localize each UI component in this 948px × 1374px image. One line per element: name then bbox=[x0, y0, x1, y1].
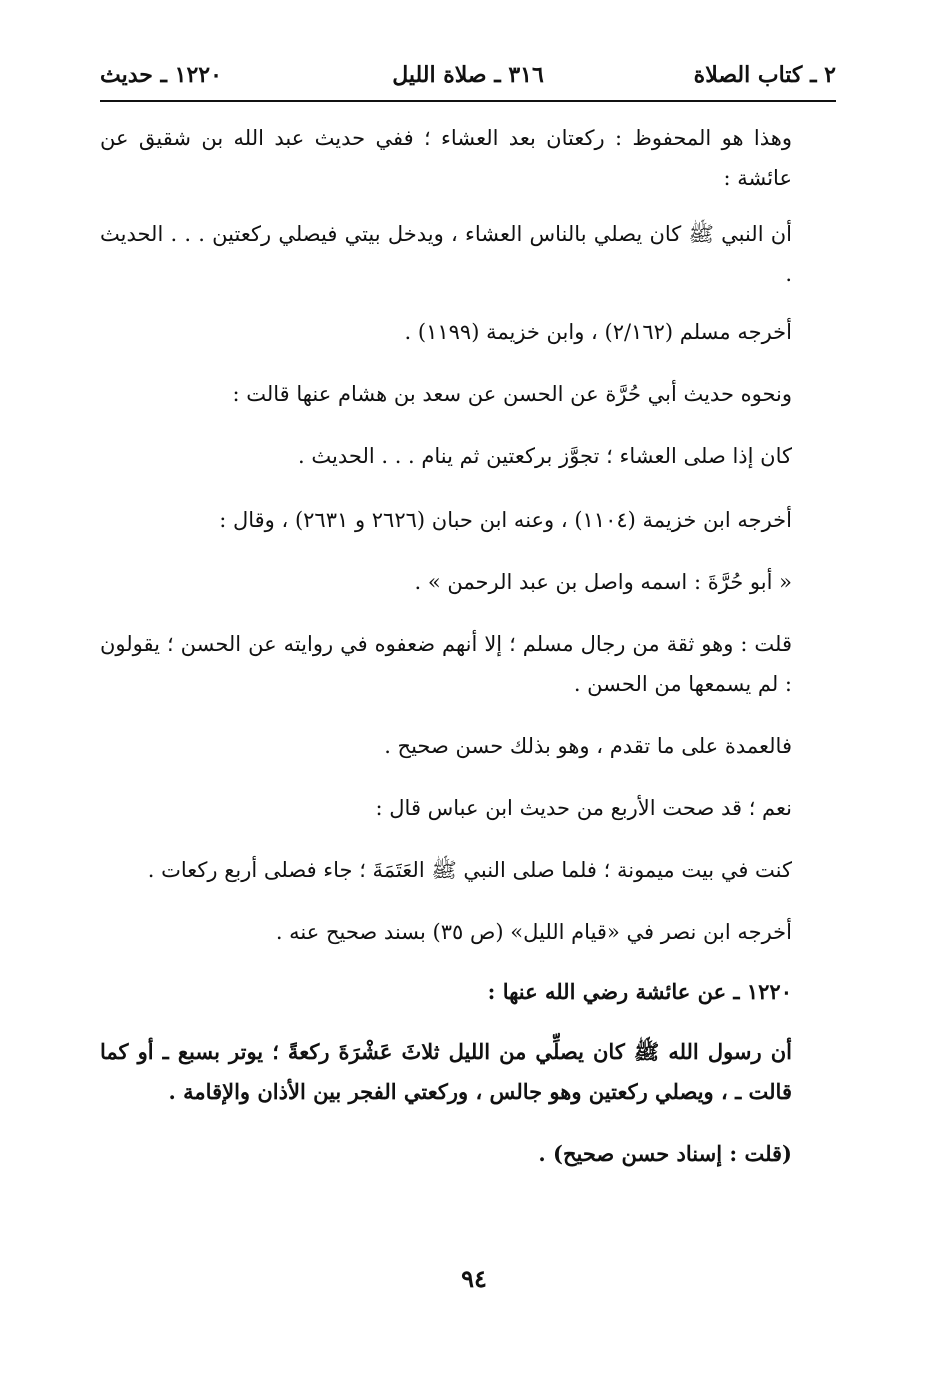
page-body bbox=[100, 118, 836, 1174]
paragraph-7: « أبو حُرَّةَ : اسمه واصل بن عبد الرحمن » . bbox=[414, 570, 792, 594]
paragraph-12: أخرجه ابن نصر في «قيام الليل» (ص ٣٥) بسند صحيح عنه . bbox=[275, 920, 792, 944]
paragraph-11: كنت في بيت ميمونة ؛ فلما صلى النبي ﷺ العَتَمَةَ ؛ جاء فصلى أربع ركعات . bbox=[147, 858, 792, 882]
paragraph-8: قلت : وهو ثقة من رجال مسلم ؛ إلا أنهم ضعفوه في روايته عن الحسن ؛ يقولون : لم يسمعها من الحسن . bbox=[100, 632, 792, 696]
paragraph-3: أخرجه مسلم (٢/١٦٢) ، وابن خزيمة (١١٩٩) . bbox=[404, 320, 792, 344]
paragraph-2: أن النبي ﷺ كان يصلي بالناس العشاء ، ويدخل بيتي فيصلي ركعتين . . . الحديث . bbox=[100, 222, 792, 286]
hadith-heading: ١٢٢٠ ـ عن عائشة رضي الله عنها : bbox=[487, 979, 792, 1004]
hadith-text: أن رسول الله ﷺ كان يصلِّي من الليل ثلاثَ عَشْرَةَ ركعةً ؛ يوتر بسبع ـ أو كما قالت ـ ، ويصلي ركعتين وهو جالس ، وركعتي الفجر بين الأذان والإقامة . bbox=[100, 1039, 792, 1104]
paragraph-9: فالعمدة على ما تقدم ، وهو بذلك حسن صحيح . bbox=[384, 734, 792, 758]
header-book-title: ٢ ـ كتاب الصلاة bbox=[693, 62, 836, 88]
page-number: ٩٤ bbox=[461, 1264, 487, 1293]
running-header bbox=[100, 60, 836, 102]
grading-note: (قلت : إسناد حسن صحيح) . bbox=[538, 1141, 792, 1166]
header-chapter-title: ٣١٦ ـ صلاة الليل bbox=[392, 62, 544, 88]
paragraph-4: ونحوه حديث أبي حُرَّة عن الحسن عن سعد بن هشام عنها قالت : bbox=[232, 382, 792, 406]
paragraph-1: وهذا هو المحفوظ : ركعتان بعد العشاء ؛ ففي حديث عبد الله بن شقيق عن عائشة : bbox=[100, 126, 792, 190]
paragraph-10: نعم ؛ قد صحت الأربع من حديث ابن عباس قال : bbox=[375, 796, 792, 820]
paragraph-5: كان إذا صلى العشاء ؛ تجوَّز بركعتين ثم ينام . . . الحديث . bbox=[298, 444, 792, 468]
paragraph-6: أخرجه ابن خزيمة (١١٠٤) ، وعنه ابن حبان (٢٦٢٦ و ٢٦٣١) ، وقال : bbox=[219, 508, 792, 532]
header-hadith-number: ١٢٢٠ ـ حديث bbox=[100, 62, 222, 88]
